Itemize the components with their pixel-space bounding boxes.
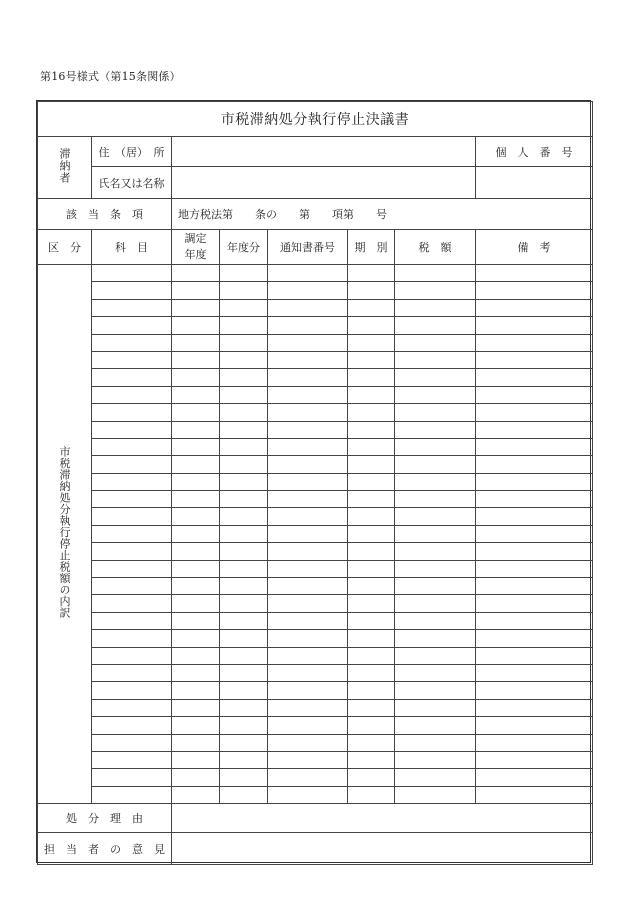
breakdown-cell-tax-amount[interactable] — [395, 578, 476, 595]
breakdown-cell-year-portion[interactable] — [220, 369, 268, 386]
breakdown-cell-year-portion[interactable] — [220, 751, 268, 768]
breakdown-cell-notice-number[interactable] — [268, 265, 348, 282]
breakdown-row — [38, 647, 593, 664]
breakdown-cell-assessed-year[interactable] — [172, 317, 220, 334]
breakdown-cell-assessed-year[interactable] — [172, 734, 220, 751]
breakdown-row — [38, 334, 593, 351]
breakdown-cell-item[interactable] — [92, 786, 172, 803]
breakdown-cell-item[interactable] — [92, 664, 172, 681]
breakdown-cell-assessed-year[interactable] — [172, 525, 220, 542]
breakdown-cell-tax-amount[interactable] — [395, 786, 476, 803]
breakdown-cell-period[interactable] — [348, 630, 395, 647]
breakdown-cell-item[interactable] — [92, 682, 172, 699]
breakdown-cell-year-portion[interactable] — [220, 265, 268, 282]
breakdown-cell-year-portion[interactable] — [220, 491, 268, 508]
breakdown-cell-year-portion[interactable] — [220, 612, 268, 629]
breakdown-cell-year-portion[interactable] — [220, 386, 268, 403]
breakdown-cell-remarks[interactable] — [476, 351, 593, 368]
breakdown-cell-item[interactable] — [92, 578, 172, 595]
breakdown-cell-period[interactable] — [348, 473, 395, 490]
breakdown-cell-year-portion[interactable] — [220, 421, 268, 438]
breakdown-cell-notice-number[interactable] — [268, 664, 348, 681]
breakdown-cell-item[interactable] — [92, 265, 172, 282]
breakdown-cell-item[interactable] — [92, 560, 172, 577]
delinquent-group-label: 滞納者 — [38, 137, 92, 199]
breakdown-cell-year-portion[interactable] — [220, 595, 268, 612]
breakdown-cell-period[interactable] — [348, 334, 395, 351]
breakdown-cell-remarks[interactable] — [476, 438, 593, 455]
breakdown-row — [38, 543, 593, 560]
breakdown-row — [38, 282, 593, 299]
breakdown-cell-remarks[interactable] — [476, 786, 593, 803]
breakdown-cell-item[interactable] — [92, 369, 172, 386]
breakdown-cell-tax-amount[interactable] — [395, 560, 476, 577]
breakdown-cell-item[interactable] — [92, 456, 172, 473]
breakdown-cell-assessed-year[interactable] — [172, 282, 220, 299]
breakdown-cell-assessed-year[interactable] — [172, 612, 220, 629]
breakdown-cell-year-portion[interactable] — [220, 404, 268, 421]
breakdown-row — [38, 578, 593, 595]
breakdown-cell-notice-number[interactable] — [268, 491, 348, 508]
breakdown-cell-tax-amount[interactable] — [395, 751, 476, 768]
officer-opinion-field[interactable] — [172, 833, 593, 865]
breakdown-cell-item[interactable] — [92, 612, 172, 629]
breakdown-cell-period[interactable] — [348, 612, 395, 629]
breakdown-cell-notice-number[interactable] — [268, 543, 348, 560]
breakdown-row — [38, 612, 593, 629]
breakdown-cell-year-portion[interactable] — [220, 525, 268, 542]
breakdown-cell-item[interactable] — [92, 543, 172, 560]
breakdown-cell-remarks[interactable] — [476, 369, 593, 386]
decision-form — [36, 100, 591, 863]
breakdown-cell-remarks[interactable] — [476, 664, 593, 681]
breakdown-cell-assessed-year[interactable] — [172, 647, 220, 664]
breakdown-cell-period[interactable] — [348, 717, 395, 734]
breakdown-row — [38, 265, 593, 282]
breakdown-cell-year-portion[interactable] — [220, 473, 268, 490]
breakdown-cell-period[interactable] — [348, 664, 395, 681]
breakdown-cell-item[interactable] — [92, 769, 172, 786]
breakdown-cell-assessed-year[interactable] — [172, 299, 220, 316]
breakdown-cell-assessed-year[interactable] — [172, 351, 220, 368]
breakdown-cell-notice-number[interactable] — [268, 786, 348, 803]
breakdown-cell-period[interactable] — [348, 699, 395, 716]
breakdown-row — [38, 386, 593, 403]
header-remarks: 備 考 — [476, 230, 593, 265]
breakdown-cell-tax-amount[interactable] — [395, 282, 476, 299]
breakdown-cell-year-portion[interactable] — [220, 543, 268, 560]
breakdown-row — [38, 786, 593, 803]
breakdown-cell-period[interactable] — [348, 351, 395, 368]
breakdown-cell-tax-amount[interactable] — [395, 334, 476, 351]
breakdown-cell-remarks[interactable] — [476, 751, 593, 768]
breakdown-cell-remarks[interactable] — [476, 317, 593, 334]
breakdown-cell-assessed-year[interactable] — [172, 699, 220, 716]
breakdown-cell-item[interactable] — [92, 647, 172, 664]
breakdown-cell-year-portion[interactable] — [220, 630, 268, 647]
breakdown-row — [38, 473, 593, 490]
breakdown-cell-assessed-year[interactable] — [172, 508, 220, 525]
applicable-clause-field[interactable]: 地方税法第 条の 第 項第 号 — [172, 199, 593, 230]
breakdown-cell-tax-amount[interactable] — [395, 734, 476, 751]
breakdown-cell-period[interactable] — [348, 786, 395, 803]
breakdown-row — [38, 525, 593, 542]
breakdown-cell-assessed-year[interactable] — [172, 369, 220, 386]
breakdown-cell-item[interactable] — [92, 317, 172, 334]
breakdown-cell-notice-number[interactable] — [268, 647, 348, 664]
breakdown-cell-tax-amount[interactable] — [395, 473, 476, 490]
breakdown-row — [38, 769, 593, 786]
breakdown-cell-tax-amount[interactable] — [395, 525, 476, 542]
breakdown-cell-assessed-year[interactable] — [172, 560, 220, 577]
breakdown-cell-remarks[interactable] — [476, 699, 593, 716]
address-label: 住 （居） 所 — [92, 137, 172, 167]
breakdown-row — [38, 317, 593, 334]
breakdown-cell-assessed-year[interactable] — [172, 334, 220, 351]
breakdown-cell-item[interactable] — [92, 717, 172, 734]
breakdown-row — [38, 595, 593, 612]
breakdown-cell-remarks[interactable] — [476, 491, 593, 508]
breakdown-cell-assessed-year[interactable] — [172, 265, 220, 282]
breakdown-row — [38, 717, 593, 734]
breakdown-cell-year-portion[interactable] — [220, 786, 268, 803]
breakdown-cell-year-portion[interactable] — [220, 282, 268, 299]
breakdown-row — [38, 491, 593, 508]
name-label: 氏名又は名称 — [92, 167, 172, 199]
breakdown-cell-year-portion[interactable] — [220, 769, 268, 786]
breakdown-cell-period[interactable] — [348, 265, 395, 282]
breakdown-cell-tax-amount[interactable] — [395, 491, 476, 508]
breakdown-cell-item[interactable] — [92, 421, 172, 438]
applicable-clause-label: 該 当 条 項 — [38, 199, 172, 230]
breakdown-cell-period[interactable] — [348, 369, 395, 386]
breakdown-cell-notice-number[interactable] — [268, 421, 348, 438]
breakdown-cell-remarks[interactable] — [476, 386, 593, 403]
breakdown-cell-remarks[interactable] — [476, 734, 593, 751]
breakdown-cell-assessed-year[interactable] — [172, 595, 220, 612]
breakdown-cell-year-portion[interactable] — [220, 682, 268, 699]
breakdown-cell-year-portion[interactable] — [220, 647, 268, 664]
breakdown-cell-period[interactable] — [348, 317, 395, 334]
breakdown-cell-remarks[interactable] — [476, 769, 593, 786]
breakdown-row — [38, 369, 593, 386]
breakdown-cell-notice-number[interactable] — [268, 438, 348, 455]
breakdown-cell-year-portion[interactable] — [220, 699, 268, 716]
breakdown-cell-period[interactable] — [348, 438, 395, 455]
breakdown-cell-assessed-year[interactable] — [172, 473, 220, 490]
breakdown-cell-period[interactable] — [348, 282, 395, 299]
breakdown-cell-notice-number[interactable] — [268, 386, 348, 403]
form-table — [37, 101, 593, 865]
header-notice-number: 通知書番号 — [268, 230, 348, 265]
address-field[interactable] — [172, 137, 476, 167]
breakdown-cell-year-portion[interactable] — [220, 734, 268, 751]
breakdown-cell-tax-amount[interactable] — [395, 595, 476, 612]
breakdown-cell-year-portion[interactable] — [220, 578, 268, 595]
header-tax-amount: 税 額 — [395, 230, 476, 265]
breakdown-cell-remarks[interactable] — [476, 560, 593, 577]
breakdown-row — [38, 630, 593, 647]
breakdown-cell-assessed-year[interactable] — [172, 456, 220, 473]
breakdown-cell-remarks[interactable] — [476, 543, 593, 560]
breakdown-cell-item[interactable] — [92, 386, 172, 403]
breakdown-row — [38, 682, 593, 699]
breakdown-cell-assessed-year[interactable] — [172, 578, 220, 595]
breakdown-cell-period[interactable] — [348, 525, 395, 542]
breakdown-cell-assessed-year[interactable] — [172, 421, 220, 438]
breakdown-cell-year-portion[interactable] — [220, 299, 268, 316]
breakdown-cell-tax-amount[interactable] — [395, 630, 476, 647]
breakdown-cell-item[interactable] — [92, 630, 172, 647]
breakdown-cell-year-portion[interactable] — [220, 456, 268, 473]
breakdown-cell-tax-amount[interactable] — [395, 456, 476, 473]
breakdown-cell-assessed-year[interactable] — [172, 386, 220, 403]
breakdown-cell-notice-number[interactable] — [268, 717, 348, 734]
breakdown-cell-year-portion[interactable] — [220, 508, 268, 525]
breakdown-cell-remarks[interactable] — [476, 404, 593, 421]
disposition-reason-label: 処 分 理 由 — [38, 804, 172, 833]
header-year-portion: 年度分 — [220, 230, 268, 265]
breakdown-cell-tax-amount[interactable] — [395, 682, 476, 699]
breakdown-cell-item[interactable] — [92, 438, 172, 455]
breakdown-cell-tax-amount[interactable] — [395, 265, 476, 282]
form-title: 市税滞納処分執行停止決議書 — [38, 102, 593, 137]
breakdown-cell-period[interactable] — [348, 769, 395, 786]
breakdown-cell-remarks[interactable] — [476, 299, 593, 316]
breakdown-cell-notice-number[interactable] — [268, 595, 348, 612]
breakdown-cell-tax-amount[interactable] — [395, 508, 476, 525]
breakdown-cell-tax-amount[interactable] — [395, 404, 476, 421]
breakdown-cell-assessed-year[interactable] — [172, 491, 220, 508]
breakdown-cell-notice-number[interactable] — [268, 282, 348, 299]
breakdown-cell-assessed-year[interactable] — [172, 630, 220, 647]
breakdown-cell-remarks[interactable] — [476, 682, 593, 699]
breakdown-cell-period[interactable] — [348, 456, 395, 473]
breakdown-cell-notice-number[interactable] — [268, 769, 348, 786]
breakdown-cell-period[interactable] — [348, 508, 395, 525]
breakdown-row — [38, 404, 593, 421]
breakdown-cell-period[interactable] — [348, 543, 395, 560]
breakdown-cell-period[interactable] — [348, 386, 395, 403]
breakdown-cell-period[interactable] — [348, 560, 395, 577]
breakdown-cell-remarks[interactable] — [476, 717, 593, 734]
breakdown-cell-notice-number[interactable] — [268, 560, 348, 577]
breakdown-row — [38, 456, 593, 473]
breakdown-cell-year-portion[interactable] — [220, 664, 268, 681]
breakdown-cell-period[interactable] — [348, 682, 395, 699]
breakdown-row — [38, 664, 593, 681]
breakdown-cell-remarks[interactable] — [476, 612, 593, 629]
breakdown-cell-tax-amount[interactable] — [395, 664, 476, 681]
breakdown-cell-item[interactable] — [92, 508, 172, 525]
breakdown-cell-notice-number[interactable] — [268, 299, 348, 316]
breakdown-cell-remarks[interactable] — [476, 525, 593, 542]
breakdown-cell-tax-amount[interactable] — [395, 769, 476, 786]
breakdown-label: 市税滞納処分執行停止税額の内訳 — [38, 265, 92, 804]
breakdown-cell-remarks[interactable] — [476, 595, 593, 612]
breakdown-cell-assessed-year[interactable] — [172, 664, 220, 681]
breakdown-cell-tax-amount[interactable] — [395, 351, 476, 368]
breakdown-cell-item[interactable] — [92, 491, 172, 508]
breakdown-cell-notice-number[interactable] — [268, 351, 348, 368]
breakdown-row — [38, 751, 593, 768]
breakdown-cell-notice-number[interactable] — [268, 473, 348, 490]
breakdown-cell-notice-number[interactable] — [268, 612, 348, 629]
breakdown-row — [38, 299, 593, 316]
breakdown-cell-notice-number[interactable] — [268, 578, 348, 595]
breakdown-cell-year-portion[interactable] — [220, 317, 268, 334]
breakdown-cell-tax-amount[interactable] — [395, 317, 476, 334]
breakdown-cell-notice-number[interactable] — [268, 682, 348, 699]
breakdown-cell-assessed-year[interactable] — [172, 543, 220, 560]
breakdown-cell-tax-amount[interactable] — [395, 421, 476, 438]
breakdown-cell-period[interactable] — [348, 421, 395, 438]
breakdown-cell-assessed-year[interactable] — [172, 786, 220, 803]
breakdown-row — [38, 351, 593, 368]
breakdown-cell-tax-amount[interactable] — [395, 438, 476, 455]
breakdown-cell-remarks[interactable] — [476, 456, 593, 473]
header-item: 科 目 — [92, 230, 172, 265]
breakdown-cell-period[interactable] — [348, 404, 395, 421]
breakdown-cell-remarks[interactable] — [476, 421, 593, 438]
breakdown-cell-item[interactable] — [92, 282, 172, 299]
breakdown-cell-notice-number[interactable] — [268, 334, 348, 351]
breakdown-cell-assessed-year[interactable] — [172, 717, 220, 734]
breakdown-cell-item[interactable] — [92, 334, 172, 351]
form-number-label: 第16号様式（第15条関係） — [40, 70, 181, 83]
breakdown-cell-item[interactable] — [92, 299, 172, 316]
header-category: 区 分 — [38, 230, 92, 265]
breakdown-cell-period[interactable] — [348, 578, 395, 595]
breakdown-row — [38, 438, 593, 455]
breakdown-cell-notice-number[interactable] — [268, 751, 348, 768]
breakdown-row — [38, 734, 593, 751]
breakdown-cell-year-portion[interactable] — [220, 560, 268, 577]
breakdown-row — [38, 560, 593, 577]
breakdown-row — [38, 699, 593, 716]
breakdown-cell-tax-amount[interactable] — [395, 543, 476, 560]
breakdown-cell-period[interactable] — [348, 647, 395, 664]
breakdown-cell-notice-number[interactable] — [268, 508, 348, 525]
breakdown-cell-remarks[interactable] — [476, 630, 593, 647]
officer-opinion-label: 担 当 者 の 意 見 — [38, 833, 172, 865]
breakdown-cell-tax-amount[interactable] — [395, 386, 476, 403]
breakdown-cell-item[interactable] — [92, 525, 172, 542]
breakdown-cell-period[interactable] — [348, 734, 395, 751]
breakdown-cell-tax-amount[interactable] — [395, 717, 476, 734]
breakdown-cell-tax-amount[interactable] — [395, 369, 476, 386]
breakdown-cell-assessed-year[interactable] — [172, 404, 220, 421]
breakdown-cell-remarks[interactable] — [476, 508, 593, 525]
disposition-reason-field[interactable] — [172, 804, 593, 833]
breakdown-cell-assessed-year[interactable] — [172, 769, 220, 786]
breakdown-cell-item[interactable] — [92, 473, 172, 490]
breakdown-cell-period[interactable] — [348, 299, 395, 316]
breakdown-cell-remarks[interactable] — [476, 282, 593, 299]
personal-number-field[interactable] — [476, 167, 593, 199]
breakdown-cell-assessed-year[interactable] — [172, 751, 220, 768]
breakdown-cell-period[interactable] — [348, 595, 395, 612]
breakdown-row — [38, 421, 593, 438]
breakdown-cell-tax-amount[interactable] — [395, 647, 476, 664]
breakdown-cell-item[interactable] — [92, 595, 172, 612]
breakdown-cell-item[interactable] — [92, 734, 172, 751]
breakdown-cell-item[interactable] — [92, 751, 172, 768]
name-field[interactable] — [172, 167, 476, 199]
breakdown-cell-year-portion[interactable] — [220, 717, 268, 734]
header-period: 期 別 — [348, 230, 395, 265]
breakdown-cell-remarks[interactable] — [476, 647, 593, 664]
breakdown-cell-remarks[interactable] — [476, 334, 593, 351]
breakdown-cell-notice-number[interactable] — [268, 734, 348, 751]
breakdown-row — [38, 508, 593, 525]
breakdown-cell-notice-number[interactable] — [268, 525, 348, 542]
breakdown-cell-item[interactable] — [92, 699, 172, 716]
breakdown-cell-item[interactable] — [92, 351, 172, 368]
breakdown-cell-notice-number[interactable] — [268, 317, 348, 334]
breakdown-cell-notice-number[interactable] — [268, 456, 348, 473]
breakdown-cell-notice-number[interactable] — [268, 369, 348, 386]
header-assessed-year: 調定年度 — [172, 230, 220, 265]
breakdown-cell-assessed-year[interactable] — [172, 682, 220, 699]
breakdown-cell-notice-number[interactable] — [268, 404, 348, 421]
breakdown-cell-assessed-year[interactable] — [172, 438, 220, 455]
breakdown-cell-year-portion[interactable] — [220, 438, 268, 455]
breakdown-cell-notice-number[interactable] — [268, 699, 348, 716]
breakdown-cell-tax-amount[interactable] — [395, 299, 476, 316]
breakdown-cell-remarks[interactable] — [476, 578, 593, 595]
breakdown-cell-year-portion[interactable] — [220, 334, 268, 351]
breakdown-cell-period[interactable] — [348, 751, 395, 768]
breakdown-cell-remarks[interactable] — [476, 473, 593, 490]
breakdown-cell-item[interactable] — [92, 404, 172, 421]
breakdown-cell-tax-amount[interactable] — [395, 699, 476, 716]
breakdown-cell-tax-amount[interactable] — [395, 612, 476, 629]
personal-number-label: 個 人 番 号 — [476, 137, 593, 167]
breakdown-cell-remarks[interactable] — [476, 265, 593, 282]
breakdown-cell-year-portion[interactable] — [220, 351, 268, 368]
breakdown-cell-period[interactable] — [348, 491, 395, 508]
breakdown-cell-notice-number[interactable] — [268, 630, 348, 647]
